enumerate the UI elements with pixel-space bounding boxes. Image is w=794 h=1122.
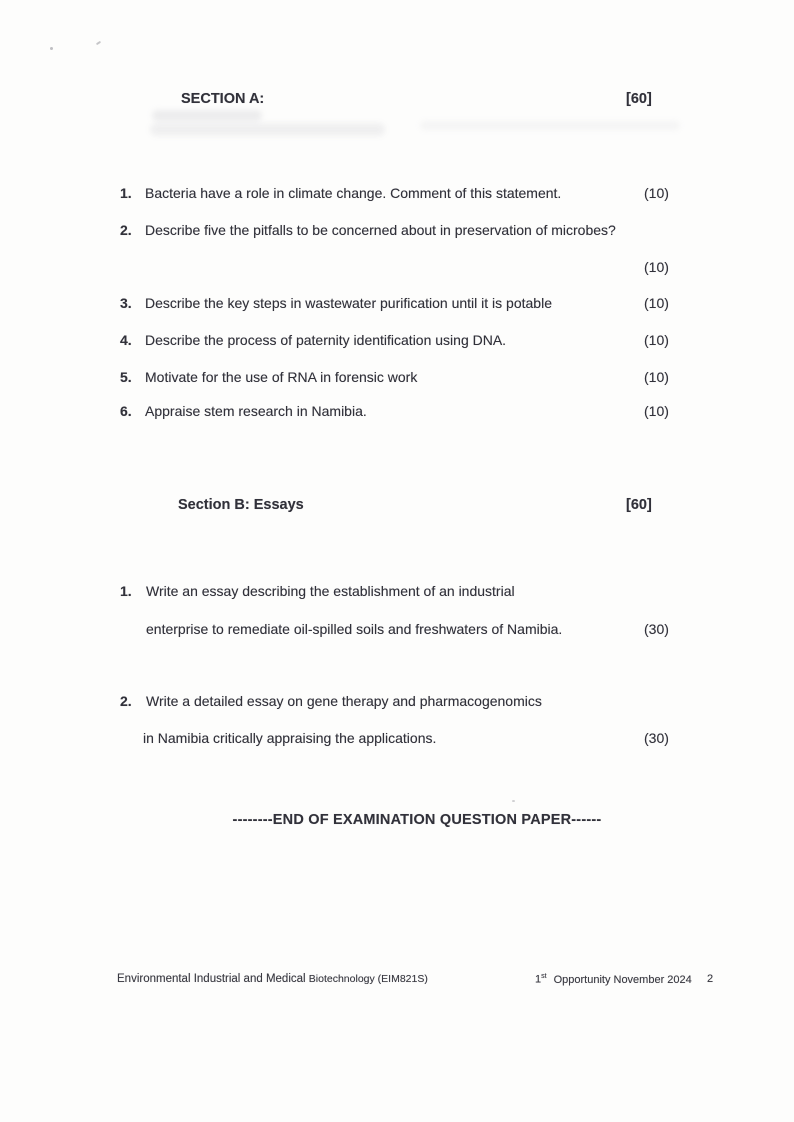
question-marks-row	[0, 259, 794, 278]
question-marks: (30)	[644, 730, 669, 746]
scan-smudge	[152, 110, 262, 121]
question-number: 3.	[120, 295, 132, 311]
question-row	[0, 332, 794, 351]
question-marks: (10)	[644, 259, 669, 275]
question-number: 1.	[120, 185, 132, 201]
scan-smudge	[420, 121, 680, 130]
scan-speck	[96, 41, 101, 46]
question-text-line2: in Namibia critically appraising the applications.	[143, 730, 437, 746]
section-b-title: Section B: Essays	[178, 497, 304, 513]
question-row	[0, 222, 794, 241]
question-marks: (10)	[644, 403, 669, 419]
section-a-title: SECTION A:	[181, 91, 265, 107]
question-number: 6.	[120, 403, 132, 419]
question-text-line1: Write an essay describing the establishment of an industrial	[146, 583, 515, 599]
section-b-total-marks: [60]	[626, 497, 652, 513]
question-text: Describe five the pitfalls to be concerned about in preservation of microbes?	[145, 222, 616, 238]
question-text-line1: Write a detailed essay on gene therapy and pharmacogenomics	[146, 693, 542, 709]
question-text: Bacteria have a role in climate change. Comment of this statement.	[145, 185, 562, 201]
footer-course-title	[117, 973, 428, 985]
question-number: 5.	[120, 369, 132, 385]
footer-page-number: 2	[707, 973, 714, 985]
footer-session-number: 1	[535, 973, 542, 986]
section-b-header	[0, 497, 794, 516]
question-marks: (10)	[644, 369, 669, 385]
end-of-paper-line: --------END OF EXAMINATION QUESTION PAPER------	[232, 812, 602, 828]
question-row	[0, 403, 794, 422]
question-marks: (10)	[644, 332, 669, 348]
footer-session-text: Opportunity November 2024	[553, 973, 692, 986]
footer-course-code: Biotechnology (EIM821S)	[308, 973, 428, 985]
question-number: 1.	[120, 583, 132, 599]
scan-smudge	[150, 123, 385, 136]
question-number: 4.	[120, 332, 132, 348]
essay-question-row	[0, 730, 794, 749]
question-row	[0, 295, 794, 314]
scan-speck	[50, 47, 53, 50]
footer-course-main: Environmental Industrial and Medical	[117, 973, 309, 985]
question-number: 2.	[120, 222, 132, 238]
essay-question-row	[0, 583, 794, 602]
question-text: Describe the process of paternity identification using DNA.	[145, 332, 507, 348]
page-footer	[0, 973, 794, 989]
footer-session-ordinal-suffix: st	[541, 973, 547, 980]
question-number: 2.	[120, 693, 132, 709]
question-marks: (30)	[644, 621, 669, 637]
scan-speck	[512, 800, 515, 802]
question-marks: (10)	[644, 185, 669, 201]
essay-question-row	[0, 621, 794, 640]
section-a-total-marks: [60]	[626, 91, 652, 107]
question-text-line2: enterprise to remediate oil-spilled soils and freshwaters of Namibia.	[146, 621, 563, 637]
footer-session	[535, 973, 692, 986]
question-text: Describe the key steps in wastewater purification until it is potable	[145, 295, 552, 311]
question-marks: (10)	[644, 295, 669, 311]
question-text: Motivate for the use of RNA in forensic work	[145, 369, 418, 385]
question-row	[0, 369, 794, 388]
essay-question-row	[0, 693, 794, 712]
question-row	[0, 185, 794, 204]
question-text: Appraise stem research in Namibia.	[145, 403, 367, 419]
section-a-header	[0, 91, 794, 110]
